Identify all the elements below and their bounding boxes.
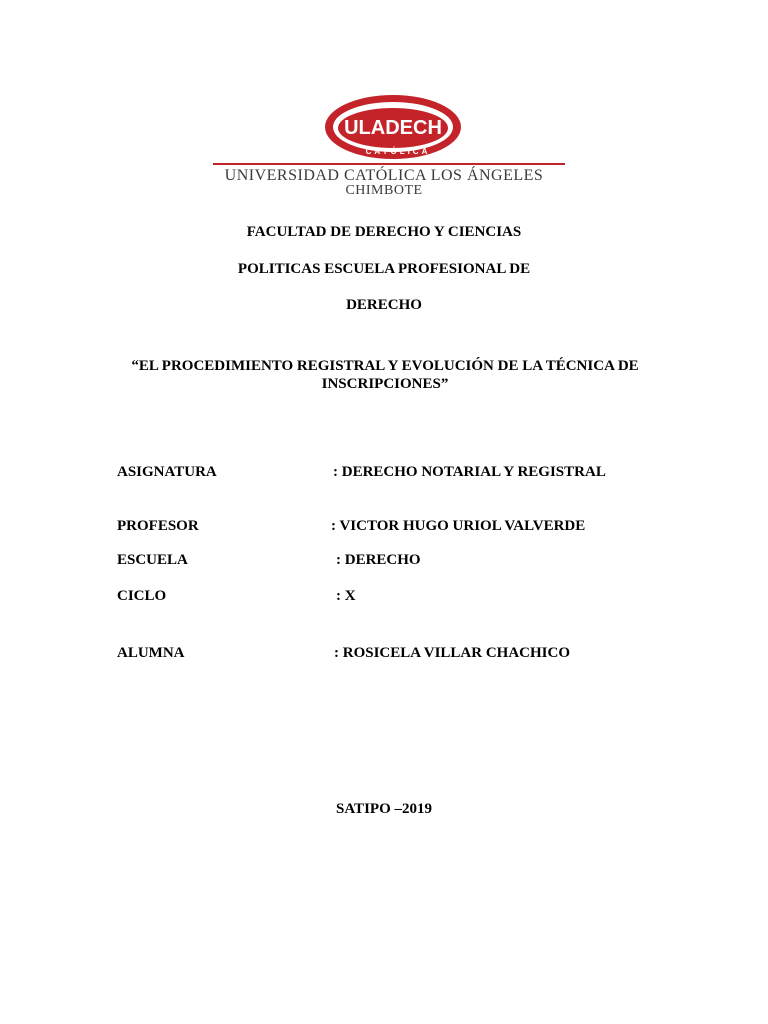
value-asignatura: : DERECHO NOTARIAL Y REGISTRAL	[333, 464, 606, 480]
title-line-2: INSCRIPCIONES”	[321, 376, 449, 392]
label-escuela: ESCUELA	[117, 552, 188, 568]
value-escuela: : DERECHO	[336, 552, 421, 568]
university-city: CHIMBOTE	[345, 183, 423, 198]
value-alumna: : ROSICELA VILLAR CHACHICO	[334, 645, 571, 661]
label-alumna: ALUMNA	[117, 645, 185, 661]
label-ciclo: CICLO	[117, 588, 167, 604]
logo-subtext: CATÓLICA	[365, 147, 431, 156]
place-year: SATIPO –2019	[336, 801, 432, 817]
uladech-logo	[322, 92, 464, 162]
logo-text: ULADECH	[344, 117, 442, 139]
logo-divider	[213, 163, 565, 165]
title-line-1: “EL PROCEDIMIENTO REGISTRAL Y EVOLUCIÓN DE LA TÉCNICA DE	[131, 358, 639, 374]
label-asignatura: ASIGNATURA	[117, 464, 217, 480]
document-title	[100, 357, 670, 393]
value-ciclo: : X	[336, 588, 356, 604]
label-profesor: PROFESOR	[117, 518, 199, 534]
value-profesor: : VICTOR HUGO URIOL VALVERDE	[331, 518, 586, 534]
faculty-line-2: POLITICAS ESCUELA PROFESIONAL DE	[237, 261, 531, 277]
university-name: UNIVERSIDAD CATÓLICA LOS ÁNGELES	[224, 167, 544, 184]
faculty-line-1: FACULTAD DE DERECHO Y CIENCIAS	[246, 224, 522, 240]
faculty-line-3: DERECHO	[346, 297, 422, 313]
